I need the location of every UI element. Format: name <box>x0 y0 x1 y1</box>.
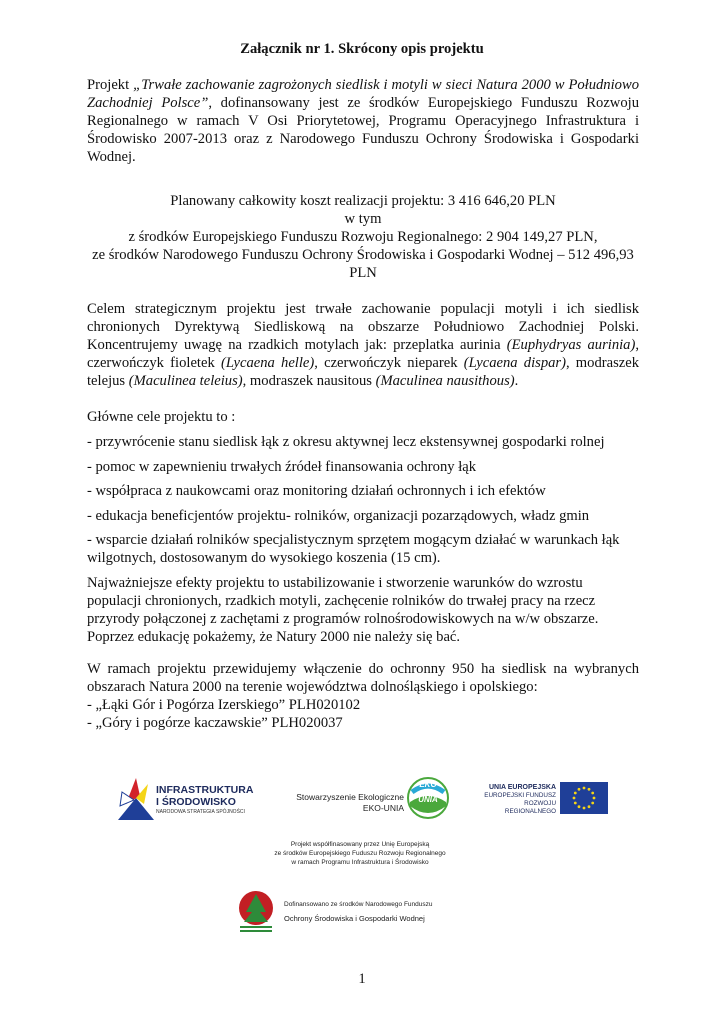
areas-text: W ramach projektu przewidujemy włączenie do ochronny 950 ha siedlisk na wybranych obszarach Natura 2000 na terenie województwa dolnośląskiego i opolskiego: <box>87 661 639 695</box>
goal-text-1: Celem strategicznym projektu jest trwałe zachowanie populacji motyli i ich siedlisk chronionych Dyrektywą Siedliskową na obszarze Południowo Zachodniej Polski. Koncentrujemy uwagę na rzadkich motylach jak: przeplatka aurinia <box>87 301 639 353</box>
area-item-izerskie: - „Łąki Gór i Pogórza Izerskiego” PLH020102 <box>87 697 361 713</box>
goal-text-5: , modraszek nausitous <box>242 373 376 389</box>
nf-line2: Ochrony Środowiska i Gospodarki Wodnej <box>284 914 425 923</box>
ue-sub1: EUROPEJSKI FUNDUSZ <box>484 792 556 799</box>
effects-paragraph: Najważniejsze efekty projektu to ustabilizowanie i stworzenie warunków do wzrostu populacji chronionych, rzadkich motyli, zachęcenie rolników do trwałej pracy na rzecz przyrody połączonej z zachętami z programów rolnośrodowiskowych na w/w obszarze. Poprzez edukację pokażemy, że Natury 2000 nie należy się bać. <box>87 574 599 645</box>
main-goals-heading: Główne cele projektu to : <box>87 409 236 425</box>
cost-section <box>87 192 639 282</box>
infrastruktura-logo-icon <box>118 778 154 820</box>
goal-text-4: , modraszek telejus <box>87 355 640 389</box>
eu-flag-icon <box>560 782 608 814</box>
logos-footer <box>0 760 724 1000</box>
document-title: Załącznik nr 1. Skrócony opis projektu <box>240 41 484 57</box>
is-sub: NARODOWA STRATEGIA SPÓJNOŚCI <box>156 809 245 815</box>
project-name: „Trwałe zachowanie zagrożonych siedlisk i motyli w sieci Natura 2000 w Południowo Zachodniej Polsce” <box>87 77 639 111</box>
cost-currency: PLN <box>349 265 377 281</box>
species-lycaena-helle: (Lycaena helle) <box>220 355 315 371</box>
intro-pre: Projekt <box>87 77 134 93</box>
is-line2: I ŚRODOWISKO <box>156 796 236 808</box>
main-goals-section <box>87 408 639 646</box>
goal-text-2: , czerwończyk fioletek <box>87 337 639 371</box>
nfosigw-logo-icon <box>236 890 276 934</box>
goal-item: - współpraca z naukowcami oraz monitoring działań ochronnych i ich efektów <box>87 483 546 499</box>
eko-badge2: UNIA <box>418 795 438 804</box>
goal-paragraph <box>87 300 639 390</box>
cofin-line1: Projekt współfinasowany przez Unię Europejską <box>290 841 430 848</box>
goal-item: - edukacja beneficjentów projektu- rolników, organizacji pozarządowych, władz gmin <box>87 507 590 524</box>
ue-sub2: ROZWOJU REGIONALNEGO <box>504 800 556 815</box>
goal-item: - pomoc w zapewnieniu trwałych źródeł finansowania ochrony łąk <box>87 458 477 475</box>
page-number: 1 <box>358 971 366 987</box>
cost-intro: w tym <box>344 211 382 227</box>
eko-name2: EKO-UNIA <box>362 803 404 813</box>
goal-text-6: . <box>514 373 519 389</box>
goal-text-3: , czerwończyk nieparek <box>314 355 464 371</box>
ue-title: UNIA EUROPEJSKA <box>488 784 556 791</box>
nf-line1: Dofinansowano ze środków Narodowego Funduszu <box>284 901 433 908</box>
is-line1: INFRASTRUKTURA <box>156 784 254 796</box>
areas-section <box>87 660 639 732</box>
species-maculinea-nausithous: (Maculinea nausithous) <box>375 373 515 389</box>
area-item-kaczawskie: - „Góry i pogórze kaczawskie” PLH020037 <box>87 715 343 731</box>
cost-nfos: ze środków Narodowego Funduszu Ochrony Środowiska i Gospodarki Wodnej – 512 496,93 <box>92 247 634 263</box>
cost-efrr: z środków Europejskiego Funduszu Rozwoju Regionalnego: 2 904 149,27 PLN, <box>128 229 598 245</box>
species-lycaena-dispar: (Lycaena dispar) <box>463 355 566 371</box>
cofin-line2: ze środków Europejskiego Fuduszu Rozwoju Regionalnego <box>274 850 446 857</box>
cofin-line3: w ramach Programu Infrastruktura i Środowisko <box>291 859 429 866</box>
species-maculinea-teleius: (Maculinea teleius) <box>128 373 243 389</box>
species-euphydryas: (Euphydryas aurinia) <box>506 337 636 353</box>
eko-name1: Stowarzyszenie Ekologiczne <box>296 792 404 802</box>
goal-item: - wsparcie działań rolników specjalistycznym sprzętem mogącym działać w warunkach łąk wilgotnych, dostosowanym do wysokiego koszenia (15 cm). <box>87 532 620 566</box>
cost-total: Planowany całkowity koszt realizacji projektu: 3 416 646,20 PLN <box>170 193 556 209</box>
eko-badge1: EKO <box>419 780 437 789</box>
intro-post: , dofinansowany jest ze środków Europejskiego Funduszu Rozwoju Regionalnego w ramach V Osi Priorytetowej, Programu Operacyjnego Infrastruktura i Środowisko 2007-2013 oraz z Narodowego Funduszu Ochrony Środowiska i Gospodarki Wodnej. <box>87 95 639 165</box>
goal-item: - przywrócenie stanu siedlisk łąk z okresu aktywnej lecz ekstensywnej gospodarki rolnej <box>87 434 605 450</box>
intro-paragraph <box>87 76 639 166</box>
